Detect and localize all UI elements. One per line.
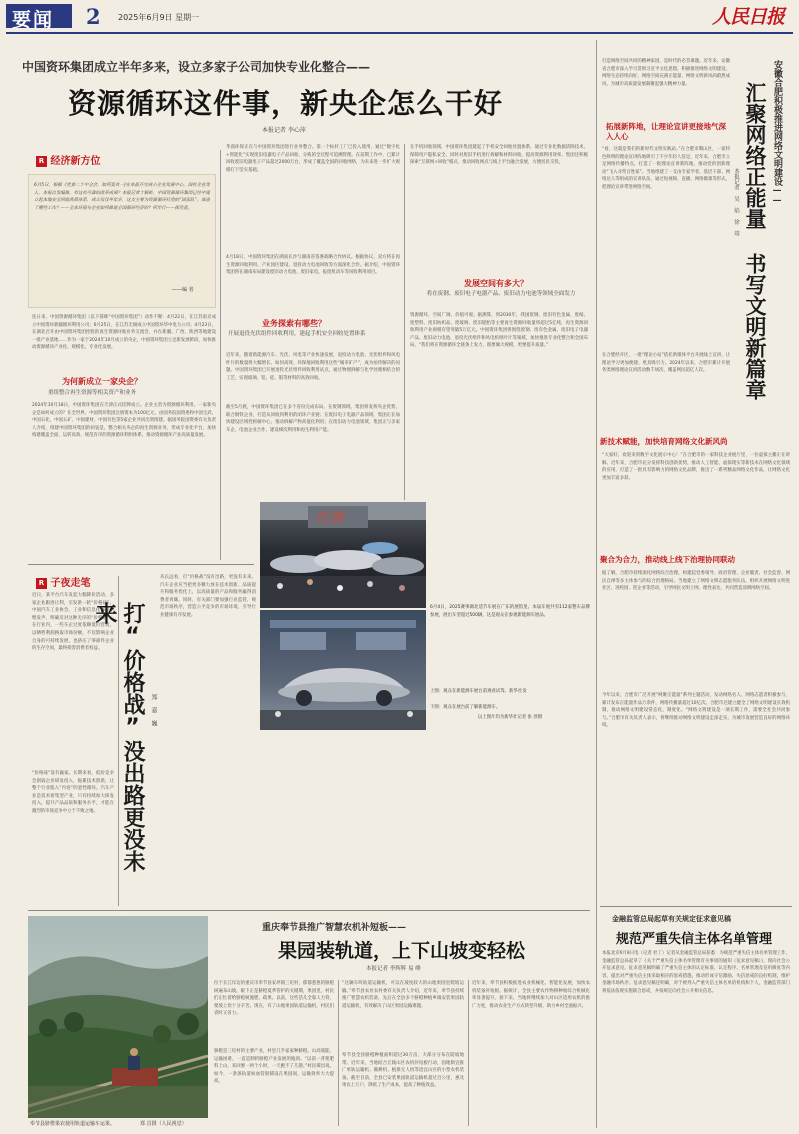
lead-body-col2-e: 截至5月底，中国资环集团已在多个省份完成布局。在废钢领域，集团将发挥央企优势，联合钢铁企业，打造从回收到利用的闭环产业链；在废旧电子电器产品领域，集团正在加快建设区域性拆解中心，推动拆解产物高值化利用；在废旧动力电池领域，集团正与多家车企、电池企业合作，建设梯次利用和再生利用产能。 xyxy=(226,405,400,433)
right-news-kicker: 金融监管总局起草有关规定征求意见稿 xyxy=(612,915,731,923)
orchard-body-1: 位于长江岸边的重庆市奉节县安坪镇三坨村，郁郁葱葱的脐橙树遍布山坡。眼下正是脐橙夏季管护的关键期，果园里，村民们正忙着给脐橙树施肥、疏果。以前，这些活儿全靠人力背，爬坡上坎十分辛苦。现在，有了山地果园轨道运输机，村民们省时又省力。 xyxy=(214,981,334,1017)
commentary-author: 郑 嘉 巍 xyxy=(150,694,157,726)
lead-headline: 资源循环这件事，新央企怎么干好 xyxy=(68,87,504,120)
lead-col-divider-2 xyxy=(404,144,405,500)
lead-subhead-2-note: 将在废钢、废旧电子电器产品、废旧动力电池等领域全面发力 xyxy=(426,291,576,297)
lead-photo-caption: 6月4日，2025赛事湖北适节车展在广东的展馆里。本届车展共有112家整车品牌参展，展出车型超过500辆，这是观众在参观新能源车展品。 xyxy=(430,605,590,618)
lead-photo-caption-2: 下图：观众在展台前了解新能源车。 xyxy=(430,705,501,710)
issue-date: 2025年6月9日 星期一 xyxy=(118,13,200,22)
right-kicker-vertical: 安徽合肥积极推进网络文明建设—— xyxy=(772,60,782,206)
right-body-4: 据了解，合肥市持续深化网络综合治理，构建起党委领导、政府管理、企业履责、社会监督、网民自律等多主体参与的综合治理格局。当地建立了网络文明志愿服务队伍，组织开展网络文明进社区、进校园、进企业等活动，引导网民文明上网、理性表达，共同营造清朗网络空间。 xyxy=(602,571,790,592)
lead-photo xyxy=(260,502,426,608)
right-news-rule xyxy=(600,906,792,907)
lead-intro: 6月5日，根据《党委二十中全会，如何变有一]在本报开完成小企业发展中心，国有企业等人，本报以发编推，有这有可靠的改革成果？本报记者十解析，中国资源循环集团已经中建立起本地安全回收高质体系，成立仅仅半年多，这支主要为资源循环打造的“国家队”，准备了哪些工作？——全本环境与企业如何推进全国循环经济的？何步行——探究竟。 xyxy=(34,183,210,211)
newspaper-logo: 人民日报 xyxy=(712,6,785,28)
right-news-headline: 规范严重失信主体名单管理 xyxy=(616,932,773,947)
lead-subhead-3-note: 开展退役光伏组件回收利用，建起手机安全回收处置体系 xyxy=(228,331,366,337)
orchard-kicker: 重庆奉节县推广智慧农机补短板—— xyxy=(262,923,407,933)
orchard-byline: 本报记者 李辉辉 易 峰 xyxy=(366,966,421,972)
commentary-body-1: 近日，某平台汽车发起大幅降价活动，多家企业跟进让利，引发新一轮“价格战”。中国汽车工业协会、工业和信息化部等相继发声，明确反对这种无序的“价格战”。在行业内，一些车企过度依赖低价营销，以牺牲利润换取市场份额，不仅影响企业自身的可持续发展，也挤压了零部件企业的生存空间，最终损害消费者权益。 xyxy=(32,593,114,652)
right-body-2: 在合肥经开区，一批“理论小站”依托新媒体平台开展线上宣讲，让理论学习更加便捷、更具吸引力。2024年以来，合肥市累计开展各类网络理论宣讲活动数千场次，覆盖网民超亿人次。 xyxy=(602,353,730,374)
masthead-rule xyxy=(6,32,793,34)
auto-show-photo xyxy=(260,502,426,608)
orchard-body-4: 奉节县全县脐橙种植面积超过30万亩，大部分分布在陡坡地带。近年来，当地结合丘陵山区农机补短板行动，因地制宜推广单轨运输机、微耕机、植保无人机等适宜山区的小型农机装备。截至目前，全县已安装果园轨道运输机超过百公里，惠及果农上万户，降低了生产成本，提高了种植效益。 xyxy=(342,1053,464,1089)
right-body-top: 打造网络空间共同的精神家园，是时代的必答课题。近年来，安徽省合肥市深入学习贯彻习近平文化思想，积极推进网络文明建设，网络生态持续向好，网络空间充满正能量，网络文明新风尚蔚然成风，为城市高质量发展凝聚起强大精神力量。 xyxy=(602,59,730,87)
lead-body-col1-b: 2024年10月18日，中国资环集团在天津正式挂牌成立。企业主责为资源循环利用。一家新央企是如何成立的？在全世界，中国资环集团注册资本为100亿元，由国务院国资委和中国宝武、中国石化、中国五矿、中国建材、中国有色等5家企业共同出资组建。据国务院国资委有关负责人介绍，组建中国资环集团的初衷是，整合相关央企的再生资源业务，形成专业化平台，加快构建覆盖全面、运转高效、规范有序的资源循环利用体系，推动资源循环产业高质量发展。 xyxy=(32,403,216,439)
section-title: 要闻 xyxy=(12,9,55,31)
commentary-headline: 打“价格战”没出路更没未来 xyxy=(92,602,145,872)
commentary-body-2: “价格战”没有赢家。长期来看，低价竞争会削弱企业研发投入，拖累技术创新，让整个行业陷入“内卷”的恶性循环。汽车产业是技术密集型产业，只有持续加大研发投入，提升产品品质和服务水平，才能在激烈的市场竞争中立于不败之地。 xyxy=(32,771,114,814)
lead-subhead-1: 为何新成立一家央企？ xyxy=(62,377,142,386)
lead-body-col2-c: 4月18日，中国资环集团在湖南长沙与湖南省签署战略合作协议。根据协议，双方将在再生资源回收利用、产业园区建设、退役动力电池回收等方面深化合作。据介绍，中国资环集团将在湖南布局建设废旧动力电池、废旧家电、报废机动车等回收利用项目。 xyxy=(226,255,400,276)
right-column-divider xyxy=(596,40,597,1128)
right-body-3: “大家好，欢迎来到数字文化展示中心！”在合肥市的一家科技企业展厅里，一位虚拟主播正在讲解。近年来，合肥市充分发挥科技创新优势，推动人工智能、虚拟现实等新技术在网络文化领域的应用，打造了一批具有影响力的网络文化品牌，推出了一系列精品网络文化作品，让网络文化更加丰富多彩。 xyxy=(602,453,790,481)
orchard-photo-caption: 奉节县脐橙果农使用轨道运输车运果。 xyxy=(30,1121,116,1127)
orchard-photo-credit: 郑 昌摄（人民视觉） xyxy=(140,1121,187,1127)
orchard-body-2: 脐橙是三坨村的主要产业，村里几乎家家种脐橙。山高坡陡、运输困难，一直是制约脐橙产业发展的瓶颈。“以前一背篼肥料上山，来回要一两个小时，一天跑不了几趟。”村民谭昌说。如今，一条条轨道如血管般铺设在果园间，运输效率大大提高。 xyxy=(214,1049,334,1085)
lead-body-col3-a: 在手机回收领域，中国资环集团建起了手机安全回收处置体系，通过专业化数据清除技术，保障用户隐私安全，同时对废旧手机进行拆解和材料回收，提高资源利用效率。集团还积极探索“互联网+回收”模式，推动回收网点与线上平台融合发展，方便居民交投。 xyxy=(410,145,588,166)
orchard-body-5: 近年来，奉节县积极推进农业机械化、智能化发展，加快农机装备补短板。据统计，全县主要农作物耕种收综合机械化率显著提升。接下来，当地将继续加大对山区适用农机的推广力度，推动农业生产方式转型升级，助力乡村全面振兴。 xyxy=(472,981,590,1009)
lead-body-col1-a: 连日来，中国资源循环集团（以下简称“中国资环集团”）动作不断：4月22日，在江苏南京成立中国资环新疆循环利用公司；6月25日，在江苏无锡成立中国资环华中电力公司；4月23日，在湖北召开由中国资环集团控股的再生资源回收业务交流会，并在新疆、广西、陕西等地建设一批产业基地……作为一家于2024年10月成立的央企，中国资环集团立足新发展阶段，加快推动资源循环产业化、规模化、专业化发展。 xyxy=(32,315,216,351)
lead-subhead-1-note: 重组整合再生资源等相关资产和业务 xyxy=(48,390,137,396)
lead-byline: 本报记者 李心萍 xyxy=(262,127,306,134)
lead-body-col3-b: 资源循环，空间广阔、价值可观。据测算，到2030年，我国废钢、废旧有色金属、废纸、废塑料、废旧纺织品、废玻璃、废旧轮胎等主要再生资源回收量将超过5亿吨，再生资源回收利用产业规模有望突破5万亿元。中国资环集团将围绕废钢、废有色金属、废旧电子电器产品、废旧动力电池、退役光伏组件和风电机组叶片等领域，加快推进专业化整合和全国布局。“我们将在资源循环全链条上发力，既要做大规模，更要提升质量。” xyxy=(410,313,588,349)
column-tag-icon: R xyxy=(36,156,47,167)
lead-body-col2-d: 近年来，随着新能源汽车、光伏、风电等产业快速发展，退役动力电池、光伏组件和风电叶片的数量将大幅增长。如何高效、环保地回收利用这些“城市矿产”，成为亟待解决的问题。中国资环集团已开展退役光伏组件回收利用试点，通过物理拆解与化学处理相结合的工艺，实现玻璃、铝、硅、银等材料的高效回收。 xyxy=(226,353,400,381)
commentary-body-3: 从长远看，打“价格战”没有出路，更没有未来。汽车企业应当把更多精力放在技术创新、品质提升和服务优化上，以高质量的产品和服务赢得消费者青睐。同时，有关部门要加强行业监管，规范市场秩序，营造公平竞争的市场环境，引导行业健康有序发展。 xyxy=(160,575,256,618)
lead-body-col2-a: 华润环保正在与中国资环集团进行业务整合。第一个标杆工厂已投入使用，通过“数字化+智能化”实现废旧电器电子产品回收、分拣的全过程可追溯管理。在前期工作中，已累计回收废旧电器电子产品超过2000万台，形成了覆盖全国的回收网络，为未来进一步扩大规模打下坚实基础。 xyxy=(226,145,400,173)
commentary-column-tag-label: 子夜走笔 xyxy=(50,578,91,589)
lead-col-divider-1 xyxy=(220,150,221,560)
lead-photo-2 xyxy=(260,610,426,730)
orchard-divider-1 xyxy=(338,980,339,1126)
right-subhead-1: 拓展新阵地，让理论宣讲更接地气深入人心 xyxy=(606,122,726,141)
right-byline-vertical: 本报记者 吴 焰 徐 靖 xyxy=(733,168,739,236)
right-news-body: 本报北京6月8日电（记者 杜丁）记者从金融监管总局获悉：为规范严重失信主体名单管理工作，金融监管总局起草了《关于严重失信主体名单管理有关事项的通知（征求意见稿）》，现向社会公开征求意见。征求意见稿明确了严重失信主体的认定标准、认定程序、名单管理及信用修复等内容，提出对严重失信主体采取相应的惩戒措施，推动形成守信激励、失信惩戒的良好机制，维护金融市场秩序。征求意见稿还明确，对于被列入严重失信主体名单的机构和个人，金融监管部门将依法依规实施联合惩戒，并按规定向社会公开相关信息。 xyxy=(602,951,790,994)
right-subhead-2: 新技术赋能，加快培育网络文化新风尚 xyxy=(600,437,728,446)
lead-bottom-rule xyxy=(28,564,254,565)
lead-subhead-3: 业务探索有哪些？ xyxy=(262,319,326,328)
ev-showroom-photo xyxy=(260,610,426,730)
orchard-rail-photo xyxy=(28,916,208,1118)
orchard-headline: 果园装轨道，上下山坡变轻松 xyxy=(278,940,526,962)
section-rule-1 xyxy=(28,910,590,911)
right-body-1: “看，这就是我们的新时代文明实践站。”在合肥市蜀山区，一家特色鲜明的理论宣讲阵地吸引了不少年轻人驻足。近年来，合肥市立足网络传播特点，打造了一批理论宣讲新阵地，推动党的创新理论“飞入寻常百姓家”。当地组建了一支由专家学者、基层干部、网络达人等组成的宣讲队伍，通过短视频、直播、网络微课等形式，把理论宣讲带进网络空间。 xyxy=(602,147,730,190)
page-number: 2 xyxy=(86,4,101,29)
lead-photo-caption-3: 以上图片均为新华社记者 张 淳摄 xyxy=(477,715,543,720)
lead-intro-editor: ——编 者 xyxy=(172,287,194,293)
lead-subhead-2: 发展空间有多大？ xyxy=(464,279,528,288)
commentary-tag-icon: R xyxy=(36,578,47,589)
masthead xyxy=(0,0,799,34)
commentary-column-tag xyxy=(36,574,90,589)
svg-text:红旗: 红旗 xyxy=(316,510,344,526)
lead-kicker: 中国资环集团成立半年多来，设立多家子公司加快专业化整合—— xyxy=(22,60,371,74)
lead-column-tag-label: 经济新方位 xyxy=(50,156,101,167)
lead-photo-credit: 上图：观众在新能源车展台前观看试驾。新华社发 xyxy=(430,689,527,694)
right-headline-vertical: 汇聚网络正能量 书写文明新篇章 xyxy=(743,82,767,400)
right-body-5: 今年以来，合肥市广泛开展“网聚正能量”系列主题活动，发动网络名人、网络志愿者积极参与，累计发布正能量作品万余件，网络传播量超过10亿次。合肥市还建立健全了网络文明建设长效机制，推动网络文明建设常态化、制度化。“网络文明建设是一项长期工作，需要全社会共同参与。”合肥市有关负责人表示，将继续推动网络文明建设走深走实，为城市发展营造良好的网络环境。 xyxy=(602,693,790,729)
orchard-divider-2 xyxy=(468,980,469,1126)
lead-column-tag xyxy=(36,152,100,167)
orchard-photo xyxy=(28,916,208,1118)
right-subhead-3: 聚合为合力，推动线上线下治理协同联动 xyxy=(600,555,735,564)
orchard-body-3: “这辆车叫轨道运输机，可以在坡度较大的山地果园里爬坡运输。”奉节县农业农村委有关负责人介绍，近年来，奉节县持续推广智慧农机装备，先后在全县多个脐橙种植乡镇安装果园轨道运输机，有效解决了山区果园运输难题。 xyxy=(342,981,464,1009)
